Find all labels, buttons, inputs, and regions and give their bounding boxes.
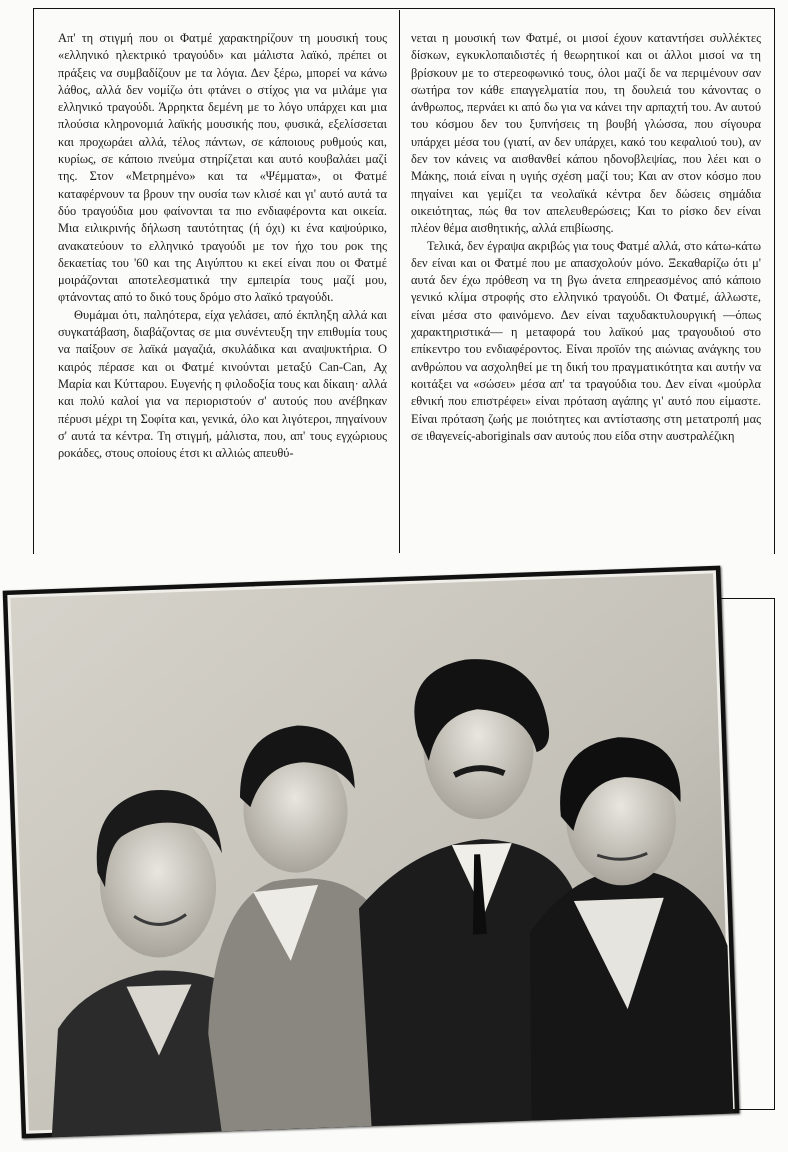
article-right-column bbox=[411, 30, 761, 550]
column-divider bbox=[399, 10, 400, 553]
paragraph: Απ' τη στιγμή που οι Φατμέ χαρακτηρίζουν τη μουσική τους «ελληνικό ηλεκτρικό τραγούδι» και μάλιστα λαϊκό, πρέπει οι πράξεις να συμβαδίζουν με τα λόγια. Δεν ξέρω, μπορεί να κάνω λάθος, αλλά δεν νομίζω ότι φτάνει ο στίχος για να μιλάμε για ελληνικό τραγούδι. Άρρηκτα δεμένη με το λόγο υπάρχει και μια πλούσια κληρονομιά λαϊκής μουσικής που, φυσικά, εξελίσσεται και προχωράει αλλά, τέλος πάντων, σε κάποιους ρυθμούς και, κυρίως, σε κάποιο πνεύμα στηρίζεται και αυτό κουβαλάει μαζί της. Στον «Μετρημένο» και τα «Ψέμματα», οι Φατμέ καταφέρνουν τα βρουν την ουσία των κλισέ και γι' αυτό αυτά τα δύο τραγούδια μου φαίνονται τα πιο ενδιαφέροντα και οικεία. Μια ειλικρινής δήλωση ταυτότητας (ή όχι) κι ένα καψούρικο, ανακατεύουν το ελληνικό τραγούδι με τον ήχο του ροκ της δεκαετίας του '60 και της Αιγύπτου κι εκεί είναι που οι Φατμέ μοιράζονται αποτελεσματικά την εμπειρία τους μαζί μου, φτάνοντας από το δικό τους δρόμο στο λαϊκό τραγούδι. bbox=[58, 31, 387, 305]
band-photo-image bbox=[3, 566, 740, 1139]
article-left-column bbox=[58, 30, 387, 550]
paragraph: Τελικά, δεν έγραψα ακριβώς για τους Φατμέ αλλά, στο κάτω-κάτω δεν είναι και οι Φατμέ που με απασχολούν μόνο. Ξεκαθαρίζω ότι μ' αυτά δεν έχω πρόθεση να τη βγω άνετα επηρεασμένος από κάποιο γενικό κλίμα στροφής στο ελληνικό τραγούδι. Οι Φατμέ, άλλωστε, είναι μέσα στο φαινόμενο. Δεν είναι ταχυδακτυλουργική —όπως χαρακτηριστικά— η μεταφορά του λαϊκού μας τραγουδιού στο επίκεντρο του ενδιαφέροντος. Είναι προϊόν της αιώνιας ανάγκης του ανθρώπου να ασχοληθεί με τη δική του πραγματικότητα και αυτήν να κοιτάξει να «σώσει» μέσα απ' τα τραγούδια του. Δεν είναι «μούρλα εθνική που επιστρέφει» είναι πρόταση αγάπης γι' αυτό που είμαστε. Είναι πρόταση ζωής με ποιότητες και αντίστασης στη μετατροπή μας σε ιθαγενείς-aboriginals σαν αυτούς που είδα στην αυστραλέζικη bbox=[411, 238, 761, 443]
band-photo bbox=[3, 566, 740, 1139]
paragraph: νεται η μουσική των Φατμέ, οι μισοί έχουν καταντήσει συλλέκτες δίσκων, εγκυκλοπαιδιστές ή θεωρητικοί και οι άλλοι μισοί να τη βρίσκουν με το στερεοφωνικό τους, όλοι μαζί δε να περιμένουν σαν σωτήρα τον κάθε επαγγελματία που, τη δουλειά του κάνοντας ο άνθρωπος, περνάει κι από δω για να κάνει την αρπαχτή του. Αν αυτού του κόσμου δεν του ξυπνήσεις τη βουβή γλώσσα, που σίγουρα υπάρχει μέσα του (γιατί, αν δεν υπάρχει, κακό του κεφαλιού του), αν δεν τον κάνεις να αισθανθεί κάπου ηδονοβλεψίας, που λέει και ο Μάκης, ποιά είναι η υγιής σχέση μαζί του; Και αν στον κόσμο που πηγαίνει και γεμίζει τα νεολαϊκά κέντρα δεν δώσεις σημάδια οικειότητας, πώς θα τον απελευθερώσεις; Και το ρίσκο δεν είναι πλέον θέμα αισθητικής, αλλά επιβίωσης. bbox=[411, 31, 761, 236]
paragraph: Θυμάμαι ότι, παληότερα, είχα γελάσει, από έκπληξη αλλά και συγκατάβαση, διαβάζοντας σε μια συνέντευξη την επιθυμία τους να παίξουν σε λαϊκά μαγαζιά, σκυλάδικα και αναψυκτήρια. Ο καιρός πέρασε και οι Φατμέ κινούνται μεταξύ Can-Can, Αχ Μαρία και Κύτταρου. Ευγενής η φιλοδοξία τους και δίκαιη· αλλά και πολύ καλοί για να περιοριστούν σ' αυτούς που ανέβηκαν πέρυσι μέχρι τη Σοφίτα και, γενικά, όλο και λιγότεροι, πηγαίνουν σ' αυτά τα κέντρα. Τη στιγμή, μάλιστα, που, απ' τους εγχώριους ροκάδες, στους οποίους έτσι κι αλλιώς απευθύ- bbox=[58, 307, 387, 461]
